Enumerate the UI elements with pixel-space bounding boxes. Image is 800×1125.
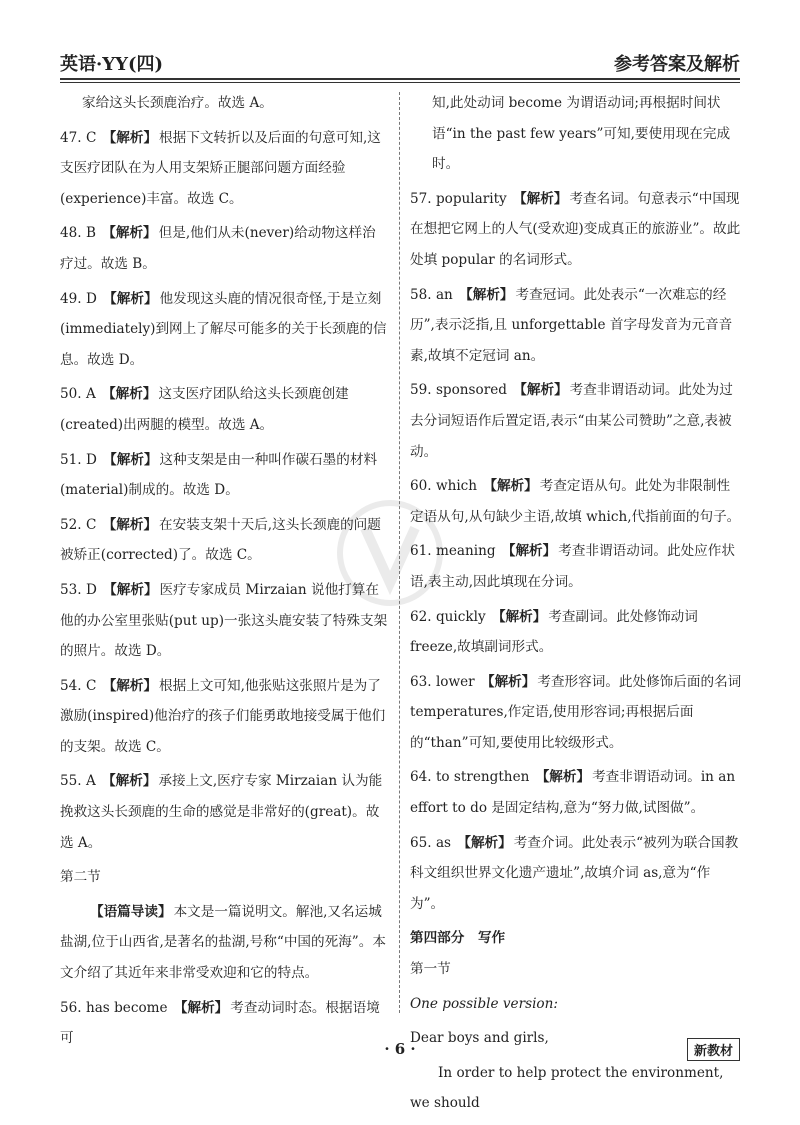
answer-number: 62. quickly	[410, 608, 486, 625]
guide-tag: 【语篇导读】	[90, 903, 172, 920]
answer-number: 51. D	[60, 451, 97, 468]
analysis-text: 这支医疗团队给这头长颈鹿创建(created)出两腿的模型。故选 A。	[60, 386, 349, 433]
answer-50	[60, 379, 388, 440]
answer-number: 48. B	[60, 225, 96, 242]
answer-number: 63. lower	[410, 673, 475, 690]
analysis-text: 他发现这头鹿的情况很奇怪,于是立刻(immediately)到网上了解尽可能多的关于长颈鹿的信息。故选 D。	[60, 290, 387, 368]
analysis-text: 考查动词时态。根据语境可	[60, 999, 380, 1047]
answer-number: 58. an	[410, 286, 453, 303]
answer-number: 65. as	[410, 834, 452, 851]
answer-number: 61. meaning	[410, 543, 496, 560]
analysis-text: 但是,他们从未(never)给动物这样治疗过。故选 B。	[60, 225, 376, 272]
analysis-text: 承接上文,医疗专家 Mirzaian 认为能挽救这头长颈鹿的生命的感觉是非常好的(great)。故选 A。	[60, 773, 383, 851]
answer-number: 52. C	[60, 516, 97, 533]
analysis-text: 考查介词。此处表示“被列为联合国教科文组织世界文化遗产遗址”,故填介词 as,意为“作为”。	[410, 834, 739, 912]
answer-53	[60, 575, 388, 667]
answer-54	[60, 671, 388, 763]
answer-number: 56. has become	[60, 999, 168, 1016]
header-rule-thin	[60, 82, 740, 83]
answer-51	[60, 445, 388, 506]
answer-56-tail: 知,此处动词 become 为谓语动词;再根据时间状语“in the past few years”可知,要使用现在完成时。	[432, 95, 731, 173]
answer-47	[60, 123, 388, 215]
left-column	[60, 88, 388, 1058]
column-divider	[399, 92, 400, 1013]
analysis-tag: 【解析】	[513, 382, 568, 399]
reading-guide	[60, 897, 388, 989]
answer-63	[410, 667, 742, 759]
right-column	[410, 88, 742, 1123]
answer-59	[410, 375, 742, 467]
analysis-text: 在安装支架十天后,这头长颈鹿的问题被矫正(corrected)了。故选 C。	[60, 516, 381, 564]
analysis-text: 考查非谓语动词。此处应作状语,表主动,因此填现在分词。	[410, 543, 735, 590]
guide-text: 本文是一篇说明文。解池,又名运城盐湖,位于山西省,是著名的盐湖,号称“中国的死海”。本文介绍了其近年来非常受欢迎和它的特点。	[60, 903, 386, 982]
answer-64	[410, 762, 742, 823]
answer-number: 47. C	[60, 129, 97, 146]
answer-58	[410, 280, 742, 372]
answer-62	[410, 602, 742, 663]
analysis-tag: 【解析】	[102, 516, 158, 533]
section-heading-1: 第一节	[410, 961, 451, 978]
section-heading-2: 第二节	[60, 869, 101, 886]
analysis-tag: 【解析】	[535, 769, 591, 786]
analysis-text: 考查非谓语动词。此处为过去分词短语作后置定语,表示“由某公司赞助”之意,表被动。	[410, 382, 733, 460]
answer-57	[410, 184, 742, 276]
letter-salutation: Dear boys and girls,	[410, 1030, 549, 1047]
analysis-tag: 【解析】	[513, 190, 568, 207]
analysis-tag: 【解析】	[103, 451, 158, 468]
answer-number: 53. D	[60, 581, 97, 598]
analysis-tag: 【解析】	[103, 581, 158, 598]
analysis-tag: 【解析】	[483, 478, 538, 495]
analysis-tag: 【解析】	[457, 834, 512, 851]
answer-61	[410, 536, 742, 597]
analysis-tag: 【解析】	[173, 999, 229, 1016]
page-number: · 6 ·	[384, 1040, 416, 1058]
answer-number: 54. C	[60, 677, 97, 694]
answer-number: 55. A	[60, 773, 96, 790]
answer-number: 50. A	[60, 386, 96, 403]
analysis-text: 根据下文转折以及后面的句意可知,这支医疗团队在为人用支架矫正腿部问题方面经验(experience)丰富。故选 C。	[60, 129, 381, 207]
analysis-tag: 【解析】	[501, 543, 557, 560]
analysis-tag: 【解析】	[102, 773, 157, 790]
analysis-text: 考查定语从句。此处为非限制性定语从句,从句缺少主语,故填 which,代指前面的句子。	[410, 478, 741, 525]
analysis-tag: 【解析】	[103, 290, 158, 307]
answer-number: 57. popularity	[410, 190, 507, 207]
answer-60	[410, 471, 742, 532]
edition-badge: 新教材	[687, 1038, 740, 1061]
answer-number: 64. to strengthen	[410, 769, 530, 786]
analysis-tag: 【解析】	[459, 286, 514, 303]
analysis-text: 考查冠词。此处表示“一次难忘的经历”,表示泛指,且 unforgettable 首字母发音为元音音素,故填不定冠词 an。	[410, 286, 733, 364]
analysis-tag: 【解析】	[102, 677, 158, 694]
section-title: 参考答案及解析	[614, 54, 740, 75]
analysis-tag: 【解析】	[102, 386, 157, 403]
analysis-tag: 【解析】	[480, 673, 536, 690]
answer-number: 59. sponsored	[410, 382, 507, 399]
subject-title: 英语·YY(四)	[60, 54, 163, 75]
answer-55	[60, 766, 388, 858]
analysis-tag: 【解析】	[491, 608, 547, 625]
answer-49	[60, 284, 388, 376]
answer-65	[410, 828, 742, 920]
answer-number: 60. which	[410, 478, 478, 495]
answer-number: 49. D	[60, 290, 97, 307]
analysis-text: 这种支架是由一种叫作碳石墨的材料(material)制成的。故选 D。	[60, 451, 378, 499]
analysis-text: 根据上文可知,他张贴这张照片是为了激励(inspired)他治疗的孩子们能勇敢地接受属于他们的支架。故选 C。	[60, 677, 386, 755]
analysis-text: 考查名词。句意表示“中国现在想把它网上的人气(受欢迎)变成真正的旅游业”。故此处填 popular 的名词形式。	[410, 190, 741, 268]
answer-52	[60, 510, 388, 571]
analysis-text: 医疗专家成员 Mirzaian 说他打算在他的办公室里张贴(put up)一张这头鹿安装了特殊支架的照片。故选 D。	[60, 581, 388, 660]
analysis-tag: 【解析】	[102, 129, 158, 146]
version-label: One possible version:	[410, 995, 558, 1012]
answer-46-tail: 家给这头长颈鹿治疗。故选 A。	[82, 95, 273, 111]
answer-48	[60, 218, 388, 279]
analysis-text: 考查副词。此处修饰动词 freeze,故填副词形式。	[410, 608, 698, 656]
header-rule	[60, 78, 740, 80]
letter-body: In order to help protect the environment, we should	[410, 1064, 724, 1112]
analysis-text: 考查形容词。此处修饰后面的名词 temperatures,作定语,使用形容词;再根据后面的“than”可知,要使用比较级形式。	[410, 673, 742, 751]
part-heading-writing: 第四部分 写作	[410, 930, 506, 947]
analysis-text: 考查非谓语动词。in an effort to do 是固定结构,意为“努力做,试图做”。	[410, 769, 736, 817]
analysis-tag: 【解析】	[102, 225, 157, 242]
page-header	[60, 44, 740, 78]
